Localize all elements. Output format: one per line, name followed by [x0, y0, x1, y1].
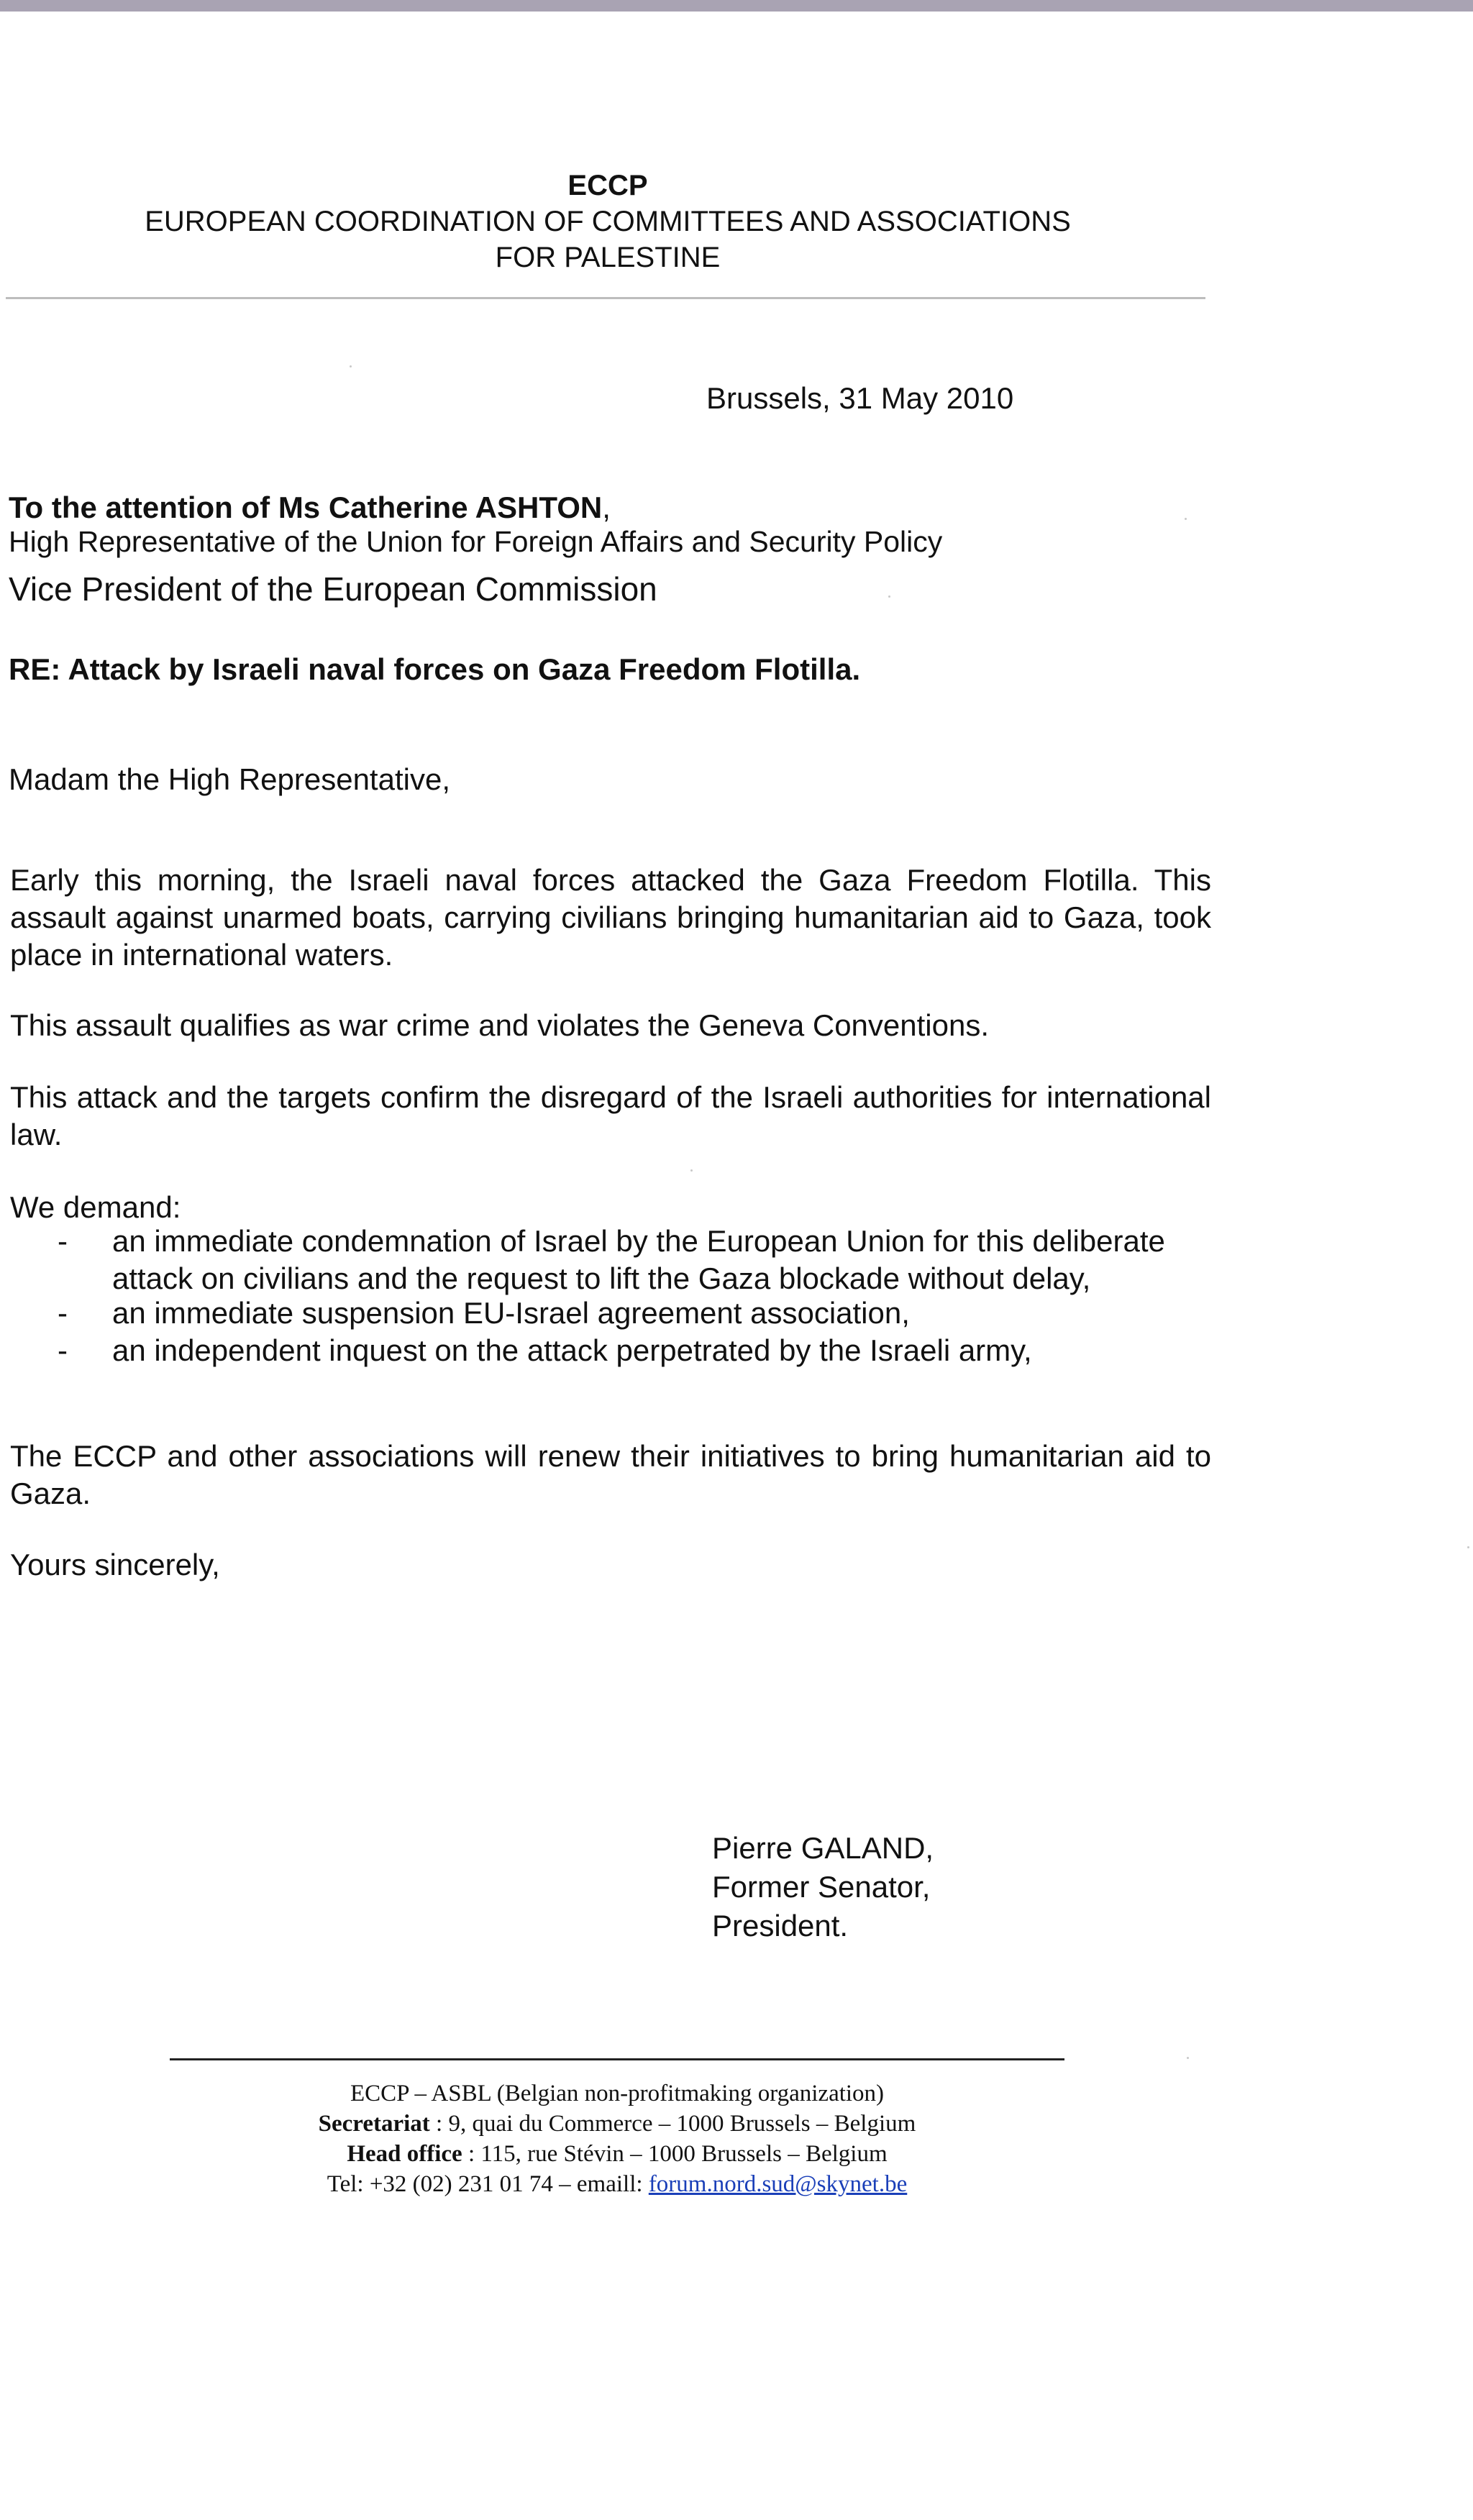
- footer-contact: [170, 2169, 1064, 2199]
- demand-text: an independent inquest on the attack perpetrated by the Israeli army,: [112, 1333, 1032, 1367]
- list-bullet: -: [58, 1224, 68, 1258]
- head-office-address: : 115, rue Stévin – 1000 Brussels – Belgium: [462, 2141, 888, 2167]
- letterhead-divider: [6, 297, 1205, 299]
- demand-intro: We demand:: [10, 1190, 181, 1224]
- secretariat-address: : 9, quai du Commerce – 1000 Brussels – Belgium: [429, 2111, 916, 2137]
- signature-name: Pierre GALAND,: [712, 1831, 934, 1865]
- org-acronym: ECCP: [567, 170, 648, 201]
- signature-title-1: Former Senator,: [712, 1870, 931, 1904]
- footer-secretariat: [170, 2109, 1064, 2139]
- scan-speck: [350, 365, 352, 368]
- demand-text: an immediate condemnation of Israel by the European Union for this deliberate attack on civilians and the request to lift the Gaza blockade without delay,: [112, 1224, 1165, 1295]
- closing: Yours sincerely,: [10, 1548, 220, 1581]
- scan-top-edge: [0, 0, 1473, 12]
- scan-speck: [1467, 1546, 1469, 1548]
- scan-speck: [1187, 2057, 1189, 2059]
- recipient-role-2: Vice President of the European Commission: [9, 570, 657, 608]
- list-bullet: -: [58, 1296, 68, 1330]
- scan-speck: [690, 1169, 693, 1172]
- recipient-comma: ,: [602, 490, 611, 524]
- org-name-line2: FOR PALESTINE: [495, 242, 721, 273]
- head-office-label: Head office: [347, 2141, 462, 2167]
- subject-line: RE: Attack by Israeli naval forces on Gaza Freedom Flotilla.: [9, 652, 861, 686]
- paragraph-3: This attack and the targets confirm the disregard of the Israeli authorities for international law.: [10, 1080, 1211, 1151]
- recipient-name: To the attention of Ms Catherine ASHTON: [9, 490, 603, 524]
- demand-text: an immediate suspension EU-Israel agreement association,: [112, 1296, 910, 1330]
- org-name-line1: EUROPEAN COORDINATION OF COMMITTEES AND ASSOCIATIONS: [145, 206, 1071, 237]
- paragraph-1: Early this morning, the Israeli naval forces attacked the Gaza Freedom Flotilla. This assault against unarmed boats, carrying civilians bringing humanitarian aid to Gaza, took place in international waters.: [10, 863, 1211, 972]
- telephone-text: Tel: +32 (02) 231 01 74 – emaill:: [327, 2171, 649, 2197]
- paragraph-2: This assault qualifies as war crime and violates the Geneva Conventions.: [10, 1008, 990, 1042]
- email-link[interactable]: forum.nord.sud@skynet.be: [648, 2171, 908, 2197]
- date-line: Brussels, 31 May 2010: [706, 381, 1014, 415]
- signature-title-2: President.: [712, 1909, 849, 1942]
- scan-speck: [888, 595, 890, 598]
- secretariat-label: Secretariat: [318, 2111, 430, 2137]
- footer-line-1: ECCP – ASBL (Belgian non-profitmaking organization): [350, 2081, 885, 2106]
- footer-divider: [170, 2058, 1064, 2060]
- salutation: Madam the High Representative,: [9, 762, 450, 796]
- recipient-attention: [9, 489, 611, 526]
- paragraph-4: The ECCP and other associations will renew their initiatives to bring humanitarian aid to Gaza.: [10, 1439, 1211, 1510]
- scan-speck: [1185, 518, 1187, 520]
- list-bullet: -: [58, 1333, 68, 1367]
- footer-head-office: [170, 2139, 1064, 2169]
- recipient-role-1: High Representative of the Union for Foreign Affairs and Security Policy: [9, 525, 943, 558]
